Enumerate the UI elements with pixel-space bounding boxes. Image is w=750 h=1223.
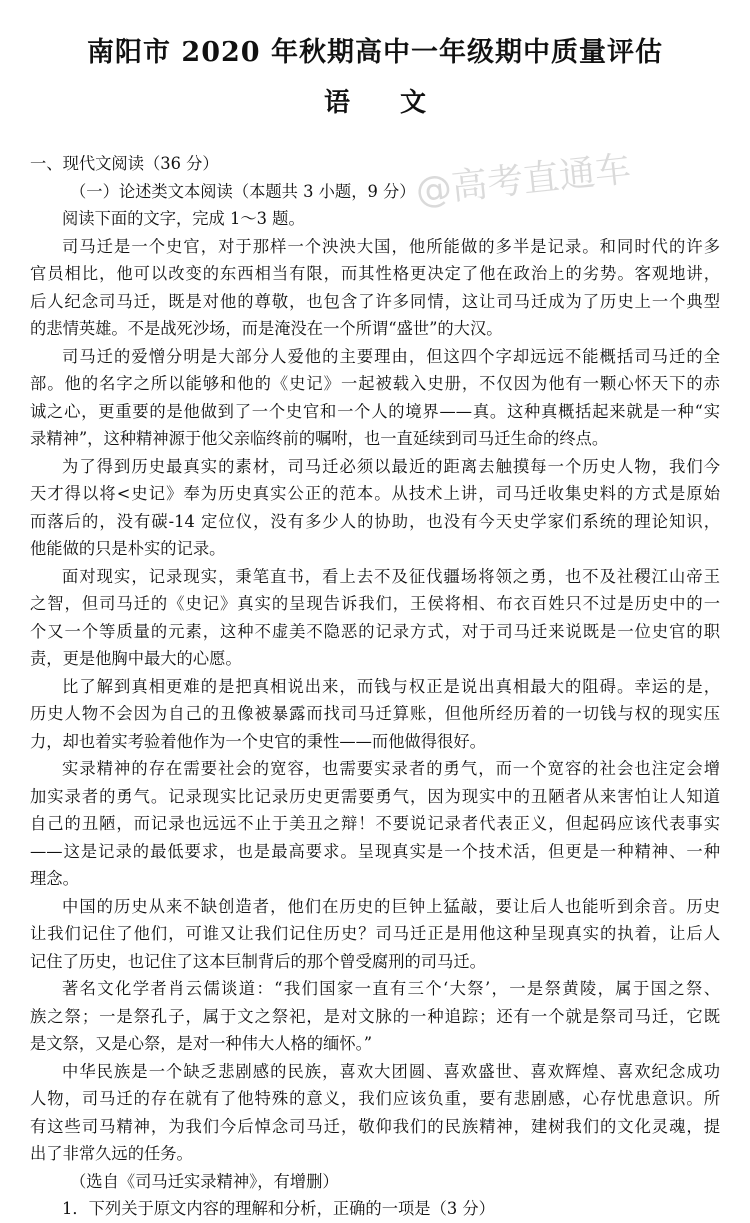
text-line: 是文祭，又是心祭，是对一种伟大人格的缅怀。” <box>30 1034 373 1053</box>
text-line: 部。他的名字之所以能够和他的《史记》一起被载入史册，不仅因为他有一颗心怀天下的赤 <box>30 374 720 393</box>
text-line: 人物，司马迁的存在就有了他特殊的意义，我们应该负重，要有悲剧感，心存忧患意识。所 <box>30 1089 720 1108</box>
text-line: 族之祭；一是祭孔子，属于文之祭祀，是对文脉的一种追踪；还有一个就是祭司马迁，它既 <box>30 1006 720 1026</box>
text-line: 著名文化学者肖云儒谈道：“我们国家一直有三个‘大祭’，一是祭黄陵，属于国之祭、 <box>62 979 720 998</box>
text-line: 理念。 <box>30 869 79 888</box>
text-line: 录精神”，这种精神源于他父亲临终前的嘱咐，也一直延续到司马迁生命的终点。 <box>30 429 609 448</box>
text-line: 而落后的，没有碳-14 定位仪，没有多少人的协助，也没有今天史学家们系统的理论知识， <box>30 511 720 531</box>
text-line: ——这是记录的最低要求，也是最高要求。呈现真实是一个技术活，但更是一种精神、一种 <box>30 841 720 861</box>
text-line: 个又一个等质量的元素，这种不虚美不隐恶的记录方式，对于司马迁来说既是一位史官的职 <box>30 621 720 641</box>
text-line: 加实录者的勇气。记录现实比记录历史更需要勇气，因为现实中的丑陋者从来害怕让人知道 <box>30 786 720 806</box>
text-line: 力，却也着实考验着他作为一个史官的秉性——而他做得很好。 <box>30 731 486 751</box>
text-line: 为了得到历史最真实的素材，司马迁必须以最近的距离去触摸每一个历史人物，我们今 <box>62 456 720 476</box>
text-line: （一）论述类文本阅读（本题共 3 小题，9 分） <box>70 181 416 201</box>
text-line: 责，更是他胸中最大的心愿。 <box>30 649 242 668</box>
subject-heading: 语文 <box>323 88 476 118</box>
text-line: 官员相比，他可以改变的东西相当有限，而其性格更决定了他在政治上的劣势。客观地讲， <box>30 264 720 283</box>
text-line: 实录精神的存在需要社会的宽容，也需要实录者的勇气，而一个宽容的社会也注定会增 <box>62 759 720 778</box>
text-line: 1．下列关于原文内容的理解和分析，正确的一项是（3 分） <box>62 1199 495 1218</box>
text-line: 面对现实，记录现实，秉笔直书，看上去不及征伐疆场将领之勇，也不及社稷江山帝王 <box>62 566 720 586</box>
text-line: 出了非常久远的任务。 <box>30 1144 193 1163</box>
document-title: 南阳市 2020 年秋期高中一年级期中质量评估 <box>87 37 663 68</box>
text-line: 历史人物不会因为自己的丑像被暴露而找司马迁算账，但他所经历着的一切钱与权的现实压 <box>30 704 720 723</box>
watermark: @高考直通车 <box>413 148 633 213</box>
text-line: 他能做的只是朴实的记录。 <box>30 539 226 558</box>
text-line: 之智，但司马迁的《史记》真实的呈现告诉我们，王侯将相、布衣百姓只不过是历史中的一 <box>30 594 720 613</box>
text-line: 天才得以将<史记》奉为历史真实公正的范本。从技术上讲，司马迁收集史料的方式是原始 <box>30 484 720 503</box>
text-line: 的悲情英雄。不是战死沙场，而是淹没在一个所谓“盛世”的大汉。 <box>30 319 503 338</box>
text-line: 司马迁的爱憎分明是大部分人爱他的主要理由，但这四个字却远远不能概括司马迁的全 <box>62 346 720 366</box>
text-line: 有这些司马精神，为我们今后悼念司马迁，敬仰我们的民族精神，建树我们的文化灵魂，提 <box>30 1116 720 1136</box>
text-line: 一、现代文阅读（36 分） <box>30 154 219 173</box>
text-line: 阅读下面的文字，完成 1～3 题。 <box>62 209 305 228</box>
text-line: 中华民族是一个缺乏悲剧感的民族，喜欢大团圆、喜欢盛世、喜欢辉煌、喜欢纪念成功 <box>62 1061 720 1081</box>
text-line: 让我们记住了他们，可谁又让我们记住历史？司马迁正是用他这种呈现真实的执着，让后人 <box>30 924 720 943</box>
text-line: 记住了历史，也记住了这本巨制背后的那个曾受腐刑的司马迁。 <box>30 951 486 971</box>
body-text <box>30 150 720 1223</box>
text-line: 诚之心，更重要的是他做到了一个史官和一个人的境界——真。这种真概括起来就是一种“实 <box>30 401 720 421</box>
text-line: 自己的丑陋，而记录也远远不止于美丑之辩！不要说记录者代表正义，但起码应该代表事实 <box>30 814 720 833</box>
text-line: 比了解到真相更难的是把真相说出来，而钱与权正是说出真相最大的阻碍。幸运的是， <box>62 676 720 696</box>
text-line: 司马迁是一个史官，对于那样一个泱泱大国，他所能做的多半是记录。和同时代的许多 <box>62 236 720 256</box>
text-line: 后人纪念司马迁，既是对他的尊敬，也包含了许多同情，这让司马迁成为了历史上一个典型 <box>30 291 720 311</box>
text-line: 中国的历史从来不缺创造者，他们在历史的巨钟上猛敲，要让后人也能听到余音。历史 <box>62 896 720 916</box>
text-line: （选自《司马迁实录精神》，有增删） <box>70 1171 339 1191</box>
